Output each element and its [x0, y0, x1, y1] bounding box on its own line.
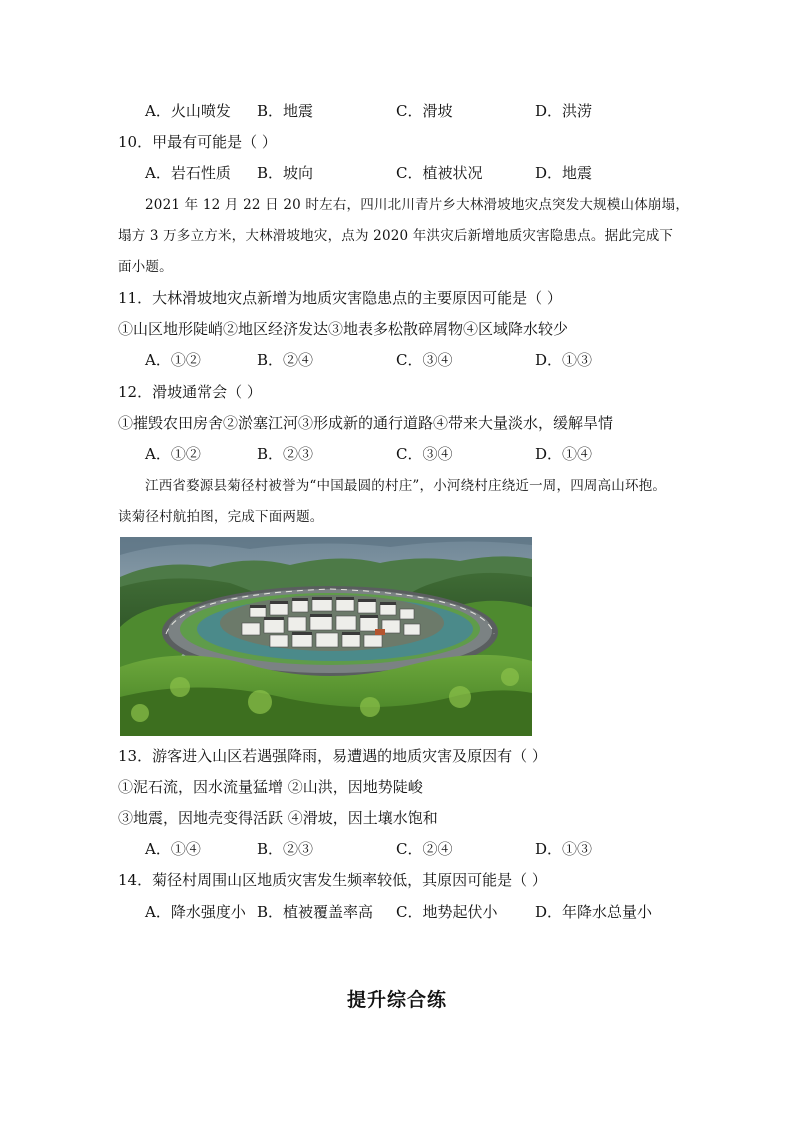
- q13-option-a: A．①④: [145, 840, 201, 858]
- q9-option-c: C．滑坡: [396, 102, 453, 120]
- q11-option-b: B．②④: [257, 351, 314, 369]
- q13-option-d: D．①③: [535, 840, 593, 858]
- q10-option-d: D．地震: [535, 164, 593, 182]
- q14-options: [145, 902, 705, 922]
- q10-stem: 10．甲最有可能是（ ）: [118, 133, 277, 151]
- passage1-line2: 塌方 3 万多立方米，大林滑坡地灾，点为 2020 年洪灾后新增地质灾害隐患点。据此完成下: [118, 228, 674, 244]
- passage1-line3: 面小题。: [118, 259, 173, 275]
- q10-option-a: A．岩石性质: [145, 164, 231, 182]
- q14-option-c: C．地势起伏小: [396, 903, 498, 921]
- q12-option-b: B．②③: [257, 445, 314, 463]
- village-aerial-photo: [120, 537, 532, 736]
- q14-option-d: D．年降水总量小: [535, 903, 653, 921]
- q12-option-c: C．③④: [396, 445, 453, 463]
- q9-option-a: A．火山喷发: [145, 102, 231, 120]
- q14-option-b: B．植被覆盖率高: [257, 903, 374, 921]
- q14-option-a: A．降水强度小: [145, 903, 246, 921]
- q11-stem: 11．大林滑坡地灾点新增为地质灾害隐患点的主要原因可能是（ ）: [118, 289, 562, 307]
- passage1-line1: 2021 年 12 月 22 日 20 时左右，四川北川青片乡大林滑坡地灾点突发大规模山体崩塌，: [145, 197, 690, 213]
- q9-options: [145, 101, 705, 121]
- q10-option-c: C．植被状况: [396, 164, 483, 182]
- q10-option-b: B．坡向: [257, 164, 314, 182]
- q11-option-c: C．③④: [396, 351, 453, 369]
- q10-options: [145, 163, 705, 183]
- q11-options: [145, 350, 705, 370]
- q9-option-d: D．洪涝: [535, 102, 593, 120]
- q12-option-a: A．①②: [145, 445, 201, 463]
- q13-stem: 13．游客进入山区若遇强降雨，易遭遇的地质灾害及原因有（ ）: [118, 747, 547, 765]
- passage2-line1: 江西省婺源县菊径村被誉为“中国最圆的村庄”，小河绕村庄绕近一周，四周高山环抱。: [145, 478, 667, 494]
- q9-option-b: B．地震: [257, 102, 314, 120]
- q13-items-line2: ③地震，因地壳变得活跃 ④滑坡，因土壤水饱和: [118, 809, 438, 827]
- q12-options: [145, 444, 705, 464]
- q14-stem: 14．菊径村周围山区地质灾害发生频率较低，其原因可能是（ ）: [118, 871, 547, 889]
- passage2-line2: 读菊径村航拍图，完成下面两题。: [118, 509, 324, 525]
- q11-option-d: D．①③: [535, 351, 593, 369]
- q11-items: ①山区地形陡峭②地区经济发达③地表多松散碎屑物④区域降水较少: [118, 320, 569, 338]
- q13-options: [145, 839, 705, 859]
- q13-option-b: B．②③: [257, 840, 314, 858]
- q11-option-a: A．①②: [145, 351, 201, 369]
- q13-option-c: C．②④: [396, 840, 453, 858]
- q12-option-d: D．①④: [535, 445, 593, 463]
- section-title: 提升综合练: [346, 989, 447, 1011]
- q12-stem: 12．滑坡通常会（ ）: [118, 383, 262, 401]
- q12-items: ①摧毁农田房舍②淤塞江河③形成新的通行道路④带来大量淡水，缓解旱情: [118, 414, 614, 432]
- q13-items-line1: ①泥石流，因水流量猛增 ②山洪，因地势陡峻: [118, 778, 423, 796]
